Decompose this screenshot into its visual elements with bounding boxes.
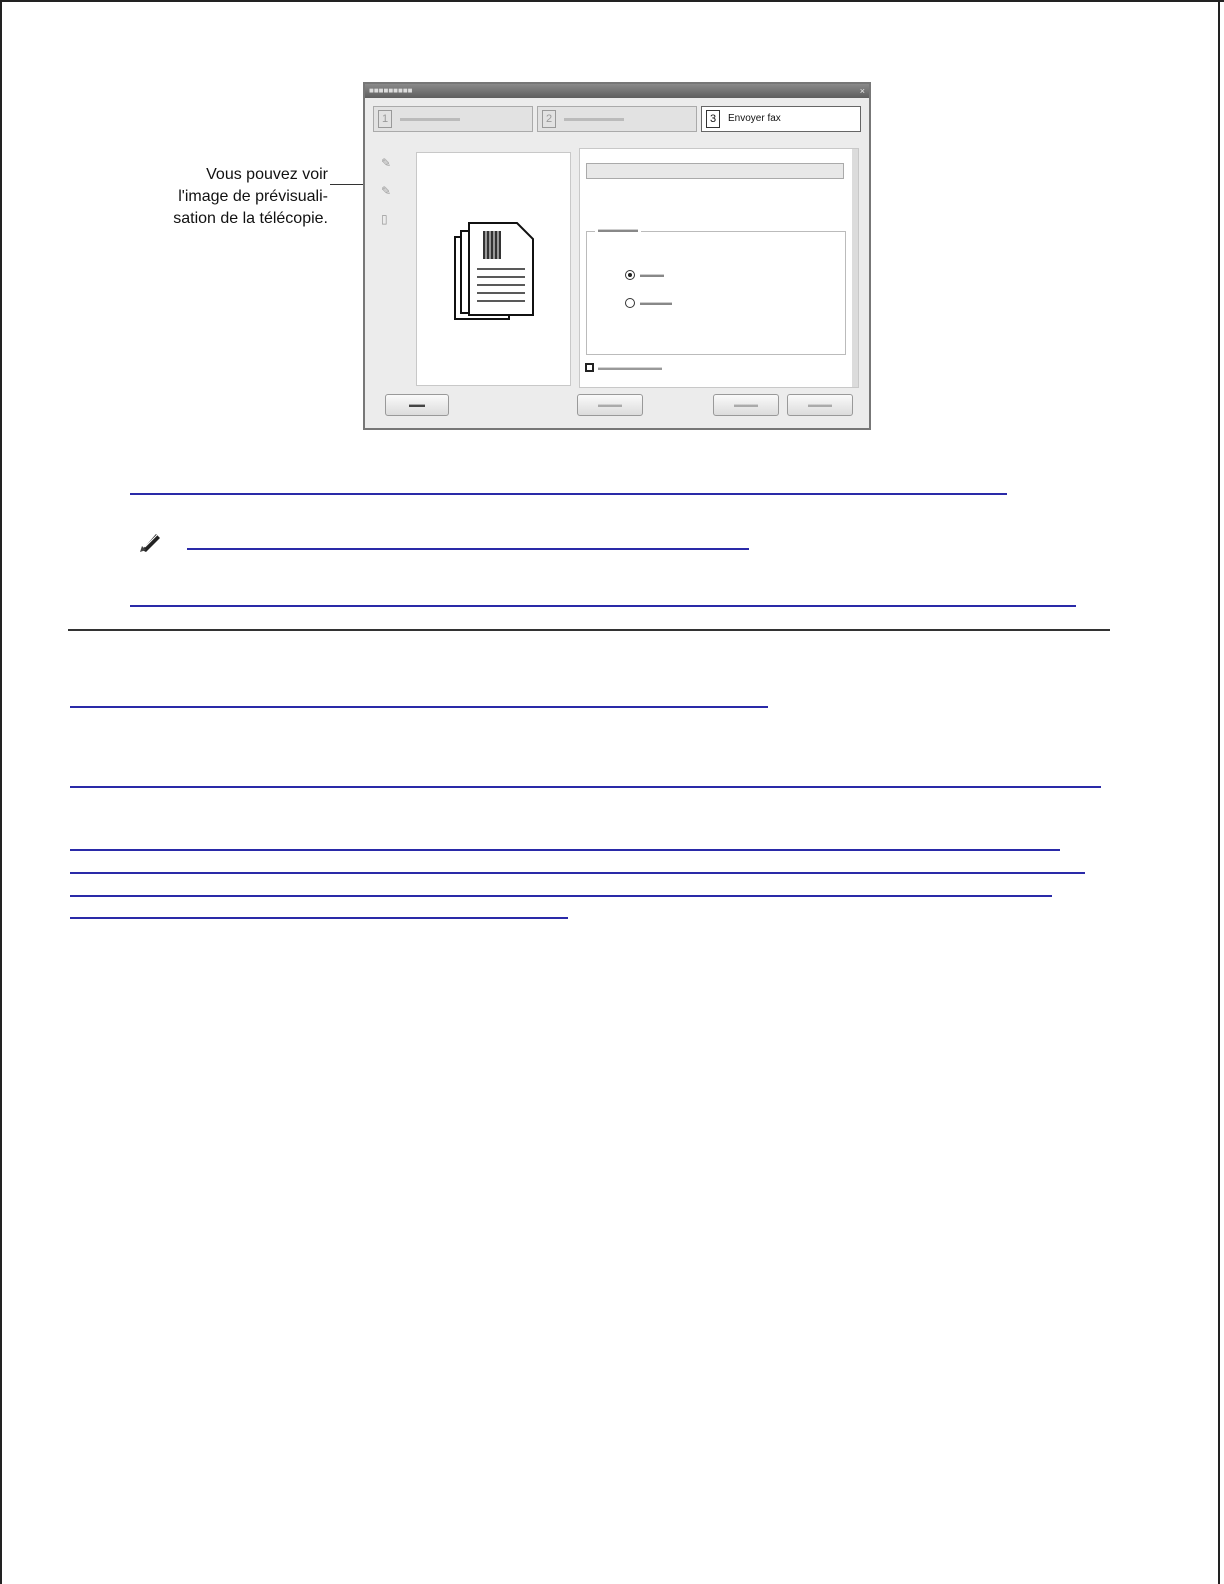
doc-link-7[interactable]: [70, 895, 1052, 897]
send-button[interactable]: ▬▬▬: [713, 394, 779, 416]
note-link[interactable]: [187, 548, 749, 550]
callout-line-1: Vous pouvez voir: [206, 166, 328, 183]
section-divider: [68, 629, 1110, 631]
doc-link-2[interactable]: [130, 605, 1076, 607]
callout-line-2: l'image de prévisuali-: [178, 188, 328, 205]
dialog-titlebar: [365, 84, 869, 98]
tab-step-1-number: 1: [378, 110, 392, 128]
doc-link-6[interactable]: [70, 872, 1085, 874]
help-button[interactable]: ▬▬: [385, 394, 449, 416]
radio-on-icon[interactable]: [625, 270, 635, 280]
radio-off-icon[interactable]: [625, 298, 635, 308]
tab-send-fax-label: Envoyer fax: [728, 113, 781, 124]
page-frame-left: [0, 0, 2, 1584]
options-scrollbar[interactable]: [852, 149, 858, 387]
doc-link-1[interactable]: [130, 493, 1007, 495]
tab-step-1[interactable]: [373, 106, 533, 132]
resolution-group-label-blur: ▬▬▬▬▬: [595, 225, 641, 234]
doc-link-5[interactable]: [70, 849, 1060, 851]
checkbox-icon[interactable]: [585, 363, 594, 372]
fax-preview-area: [416, 152, 571, 386]
tab-step-2-label-blur: ▬▬▬▬▬▬: [564, 113, 624, 124]
tab-step-2[interactable]: [537, 106, 697, 132]
fax-options-panel: [579, 148, 859, 388]
checkbox-label-blur: ▬▬▬▬▬▬▬▬: [598, 363, 662, 372]
option-checkbox-row[interactable]: [585, 363, 662, 373]
callout-text: [150, 164, 328, 230]
doc-link-3[interactable]: [70, 706, 768, 708]
back-button[interactable]: ▬▬▬: [577, 394, 643, 416]
radio-option-1-label-blur: ▬▬▬: [640, 270, 664, 280]
doc-link-4[interactable]: [70, 786, 1101, 788]
close-icon[interactable]: ×: [859, 86, 865, 96]
radio-option-2[interactable]: [625, 298, 672, 308]
callout-line-3: sation de la télécopie.: [173, 210, 328, 227]
dialog-title-blur: ■■■■■■■■■: [369, 86, 413, 95]
fax-dialog-screenshot: [363, 82, 871, 430]
doc-link-8[interactable]: [70, 917, 568, 919]
tab-step-1-label-blur: ▬▬▬▬▬▬: [400, 113, 460, 124]
page-icon[interactable]: ▯: [381, 212, 388, 226]
zoom-out-icon[interactable]: ✎: [381, 184, 392, 198]
tab-step-2-number: 2: [542, 110, 556, 128]
radio-option-1[interactable]: [625, 270, 664, 280]
page-frame-right: [1218, 0, 1220, 1584]
fax-document-icon: [417, 153, 570, 385]
resolution-group: [586, 225, 846, 355]
pencil-note-icon: [136, 530, 164, 554]
tab-send-fax-number: 3: [706, 110, 720, 128]
preview-toolbar: [377, 148, 407, 378]
tab-send-fax[interactable]: [701, 106, 861, 132]
page-frame-top: [0, 0, 1224, 2]
zoom-in-icon[interactable]: ✎: [381, 156, 392, 170]
recipient-field[interactable]: [586, 163, 844, 179]
cancel-button[interactable]: ▬▬▬: [787, 394, 853, 416]
radio-option-2-label-blur: ▬▬▬▬: [640, 298, 672, 308]
